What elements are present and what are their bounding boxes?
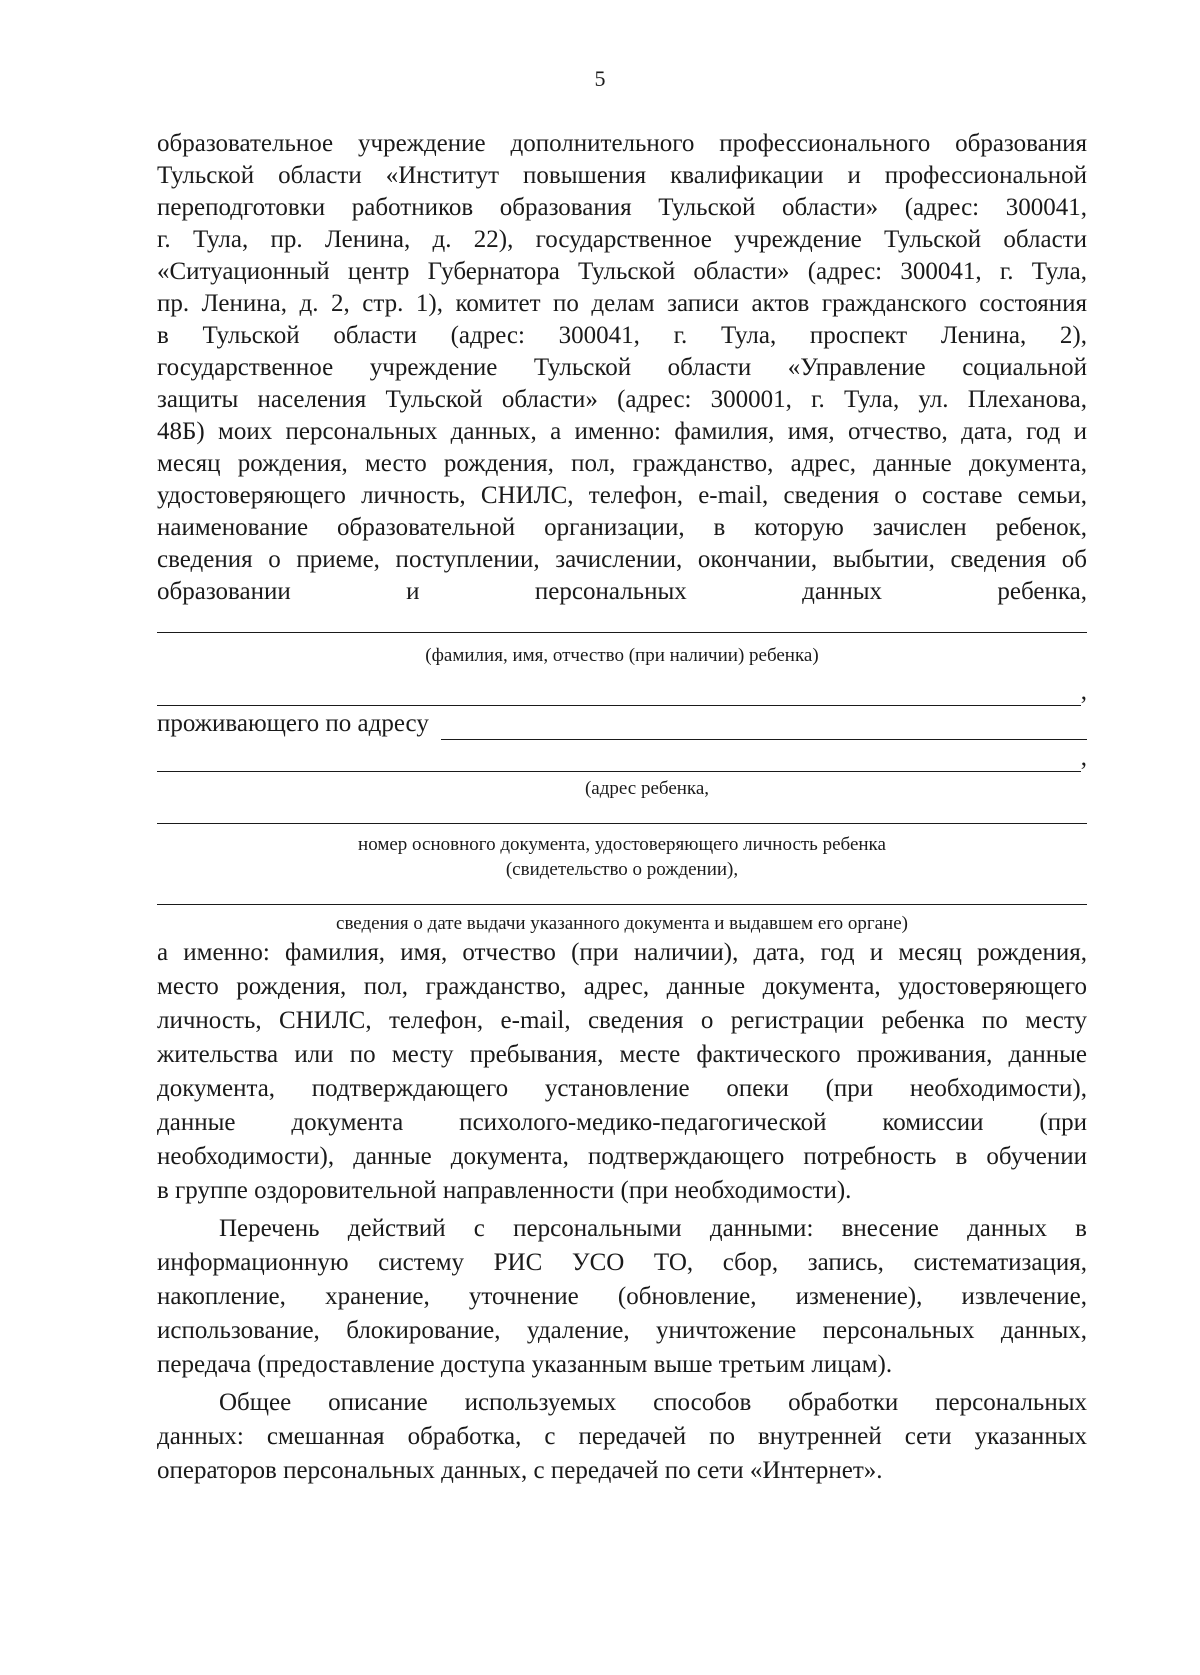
residing-label: проживающего по адресу (157, 710, 429, 737)
caption-child-name: (фамилия, имя, отчество (при наличии) ребенка) (425, 645, 819, 666)
text-line: месяц рождения, место рождения, пол, гражданство, адрес, данные документа, (157, 450, 1087, 477)
text-line: пр. Ленина, д. 2, стр. 1), комитет по делам записи актов гражданского состояния (157, 290, 1087, 317)
text-line: в Тульской области (адрес: 300041, г. Тула, проспект Ленина, 2), (157, 322, 1087, 349)
caption-address: (адрес ребенка, (584, 778, 710, 799)
text-line: необходимости), данные документа, подтверждающего потребность в обучении (157, 1143, 1087, 1170)
comma: , (1080, 678, 1087, 705)
caption-document-2: (свидетельство о рождении), (505, 859, 739, 880)
text-line: в группе оздоровительной направленности (при необходимости). (157, 1177, 852, 1204)
text-line: г. Тула, пр. Ленина, д. 22), государственное учреждение Тульской области (157, 226, 1087, 253)
paragraph-processing-methods (157, 1386, 1087, 1488)
text-line: документа, подтверждающего установление опеки (при необходимости), (157, 1075, 1087, 1102)
paragraph-child-data (157, 936, 1087, 1208)
child-name-line-2 (157, 674, 1087, 706)
document-body (157, 128, 1087, 1488)
paragraph-actions (157, 1212, 1087, 1382)
text-line: личность, СНИЛС, телефон, e-mail, сведения о регистрации ребенка по месту (157, 1007, 1087, 1034)
comma: , (1080, 744, 1087, 771)
issue-info-line (157, 904, 1087, 905)
text-line: данные документа психолого-медико-педагогической комиссии (при (157, 1109, 1087, 1136)
text-line: защиты населения Тульской области» (адрес: 300001, г. Тула, ул. Плеханова, (157, 386, 1087, 413)
text-line: жительства или по месту пребывания, месте фактического проживания, данные (157, 1041, 1087, 1068)
caption-issue: сведения о дате выдачи указанного документа и выдавшем его органе) (336, 913, 908, 934)
text-line: переподготовки работников образования Тульской области» (адрес: 300041, (157, 194, 1087, 221)
page-number: 5 (594, 66, 606, 91)
text-line: использование, блокирование, удаление, уничтожение персональных данных, (157, 1317, 1087, 1344)
text-line: Тульской области «Институт повышения квалификации и профессиональной (157, 162, 1087, 189)
text-line: накопление, хранение, уточнение (обновление, изменение), извлечение, (157, 1283, 1087, 1310)
text-line: сведения о приеме, поступлении, зачислении, окончании, выбытии, сведения об (157, 546, 1087, 573)
address-line-2 (157, 740, 1087, 772)
caption-document-1: номер основного документа, удостоверяющего личность ребенка (358, 834, 886, 855)
text-line: Общее описание используемых способов обработки персональных (219, 1389, 1087, 1416)
text-line: передача (предоставление доступа указанным выше третьим лицам). (157, 1351, 893, 1378)
text-line: государственное учреждение Тульской области «Управление социальной (157, 354, 1087, 381)
blank-field (157, 749, 1081, 772)
text-line: Перечень действий с персональными данными: внесение данных в (219, 1215, 1087, 1242)
text-line: образовательное учреждение дополнительного профессионального образования (157, 130, 1087, 157)
text-line: данных: смешанная обработка, с передачей по внутренней сети указанных (157, 1423, 1087, 1450)
text-line: а именно: фамилия, имя, отчество (при наличии), дата, год и месяц рождения, (157, 939, 1087, 966)
text-line: образовании и персональных данных ребенка, (157, 578, 1087, 605)
document-number-line (157, 823, 1087, 824)
text-line: «Ситуационный центр Губернатора Тульской области» (адрес: 300041, г. Тула, (157, 258, 1087, 285)
residing-address-row (157, 708, 1087, 740)
child-name-line (157, 632, 1087, 633)
blank-field (157, 683, 1081, 706)
text-line: 48Б) моих персональных данных, а именно: фамилия, имя, отчество, дата, год и (157, 418, 1087, 445)
paragraph-operators (157, 128, 1087, 608)
text-line: наименование образовательной организации, в которую зачислен ребенок, (157, 514, 1087, 541)
text-line: операторов персональных данных, с передачей по сети «Интернет». (157, 1457, 883, 1484)
text-line: удостоверяющего личность, СНИЛС, телефон, e-mail, сведения о составе семьи, (157, 482, 1087, 509)
text-line: информационную систему РИС УСО ТО, сбор, запись, систематизация, (157, 1249, 1087, 1276)
text-line: место рождения, пол, гражданство, адрес, данные документа, удостоверяющего (157, 973, 1087, 1000)
address-blank (441, 717, 1087, 740)
